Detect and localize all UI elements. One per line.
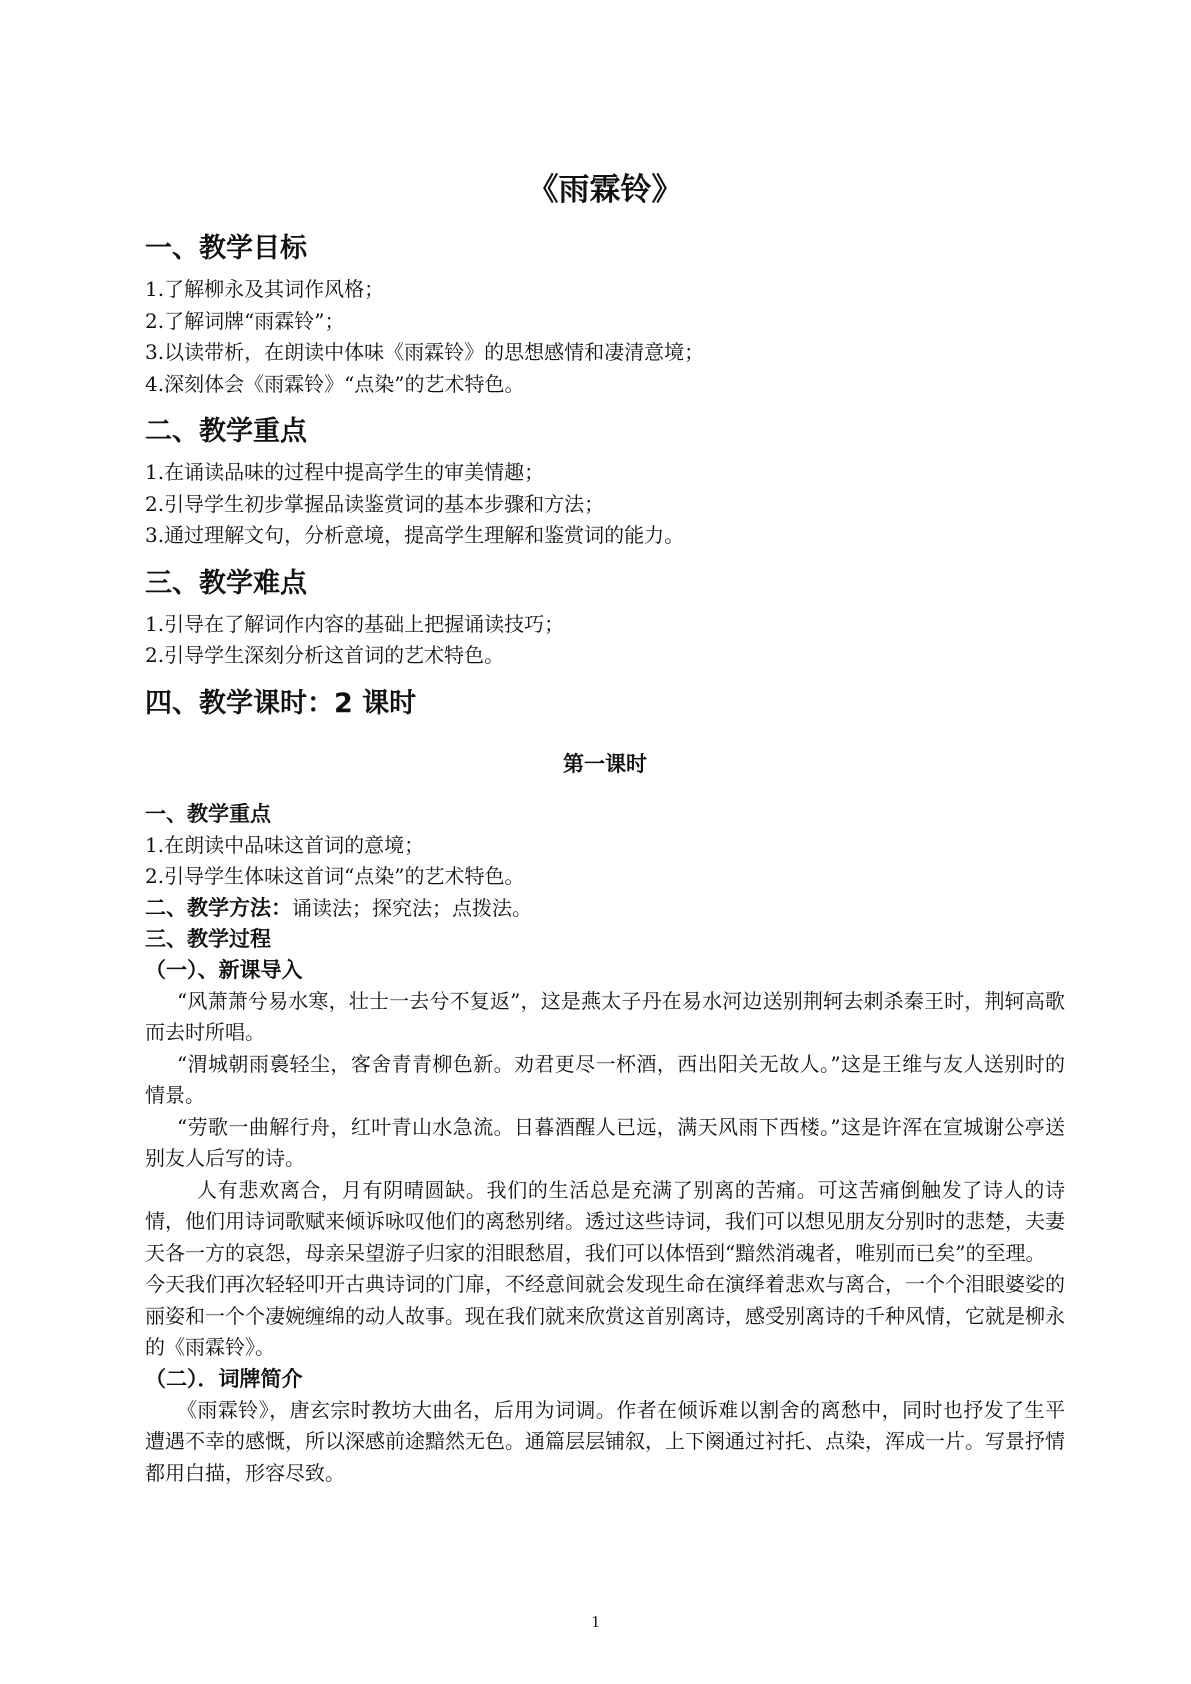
- intro-paragraph: 人有悲欢离合，月有阴晴圆缺。我们的生活总是充满了别离的苦痛。可这苦痛倒触发了诗人的诗情，他们用诗词歌赋来倾诉咏叹他们的离愁别绪。透过这些诗词，我们可以想见朋友分别时的悲楚，夫妻天各一方的哀怨，母亲呆望游子归家的泪眼愁眉，我们可以体悟到“黯然消魂者，唯别而已矣”的至理。: [145, 1177, 1065, 1265]
- key-point-item: 3.通过理解文句，分析意境，提高学生理解和鉴赏词的能力。: [145, 523, 685, 547]
- cipai-heading: （二）．词牌简介: [145, 1366, 303, 1391]
- section-heading-objectives: 一、教学目标: [145, 233, 307, 264]
- intro-paragraph: 今天我们再次轻轻叩开古典诗词的门扉，不经意间就会发现生命在演绎着悲欢与离合，一个个泪眼婆娑的丽姿和一个个凄婉缠绵的动人故事。现在我们就来欣赏这首别离诗，感受别离诗的千种风情，它就是柳永的《雨霖铃》。: [145, 1272, 1065, 1359]
- section-heading-hours: 四、教学课时：2 课时: [145, 687, 417, 719]
- objective-item: 4.深刻体会《雨霖铃》“点染”的艺术特色。: [145, 371, 525, 396]
- difficulty-item: 1.引导在了解词作内容的基础上把握诵读技巧；: [145, 611, 565, 636]
- page-number: 1: [591, 1612, 600, 1631]
- lesson-key-heading: 一、教学重点: [145, 801, 271, 826]
- difficulty-item: 2.引导学生深刻分析这首词的艺术特色。: [145, 643, 505, 667]
- process-heading: 三、教学过程: [145, 926, 271, 951]
- method-label: 二、教学方法：: [145, 895, 292, 920]
- intro-paragraph: “风萧萧兮易水寒，壮士一去兮不复返”，这是燕太子丹在易水河边送别荆轲去刺杀秦王时，荆轲高歌而去时所唱。: [145, 988, 1065, 1044]
- method-text: 诵读法；探究法；点拨法。: [292, 895, 532, 920]
- document-title: 《雨霖铃》: [527, 172, 683, 208]
- intro-paragraph: “渭城朝雨裛轻尘，客舍青青柳色新。劝君更尽一杯酒，西出阳关无故人。”这是王维与友人送别时的情景。: [145, 1051, 1065, 1107]
- section-heading-difficulties: 三、教学难点: [145, 567, 307, 599]
- objective-item: 3.以读带析，在朗读中体味《雨霖铃》的思想感情和凄清意境；: [145, 340, 705, 364]
- cipai-paragraph: 《雨霖铃》，唐玄宗时教坊大曲名，后用为词调。作者在倾诉难以割舍的离愁中，同时也抒发了生平遭遇不幸的感慨，所以深感前途黯然无色。通篇层层铺叙，上下阕通过衬托、点染，浑成一片。写景抒情都用白描，形容尽致。: [145, 1397, 1065, 1485]
- intro-heading: （一）、新课导入: [145, 957, 303, 982]
- section-heading-key-points: 二、教学重点: [145, 416, 307, 447]
- lesson-one-heading: 第一课时: [563, 751, 647, 776]
- lesson-key-item: 1.在朗读中品味这首词的意境；: [145, 832, 425, 857]
- document-page: [145, 170, 1065, 1489]
- intro-paragraph: “劳歌一曲解行舟，红叶青山水急流。日暮酒醒人已远，满天风雨下西楼。”这是许浑在宣城谢公亭送别友人后写的诗。: [145, 1114, 1065, 1170]
- key-point-item: 1.在诵读品味的过程中提高学生的审美情趣；: [145, 460, 545, 484]
- lesson-key-item: 2.引导学生体味这首词“点染”的艺术特色。: [145, 864, 525, 888]
- method-line: [145, 893, 1065, 924]
- objective-item: 2.了解词牌“雨霖铃”；: [145, 308, 345, 333]
- key-point-item: 2.引导学生初步掌握品读鉴赏词的基本步骤和方法；: [145, 491, 605, 516]
- objective-item: 1.了解柳永及其词作风格；: [145, 277, 385, 301]
